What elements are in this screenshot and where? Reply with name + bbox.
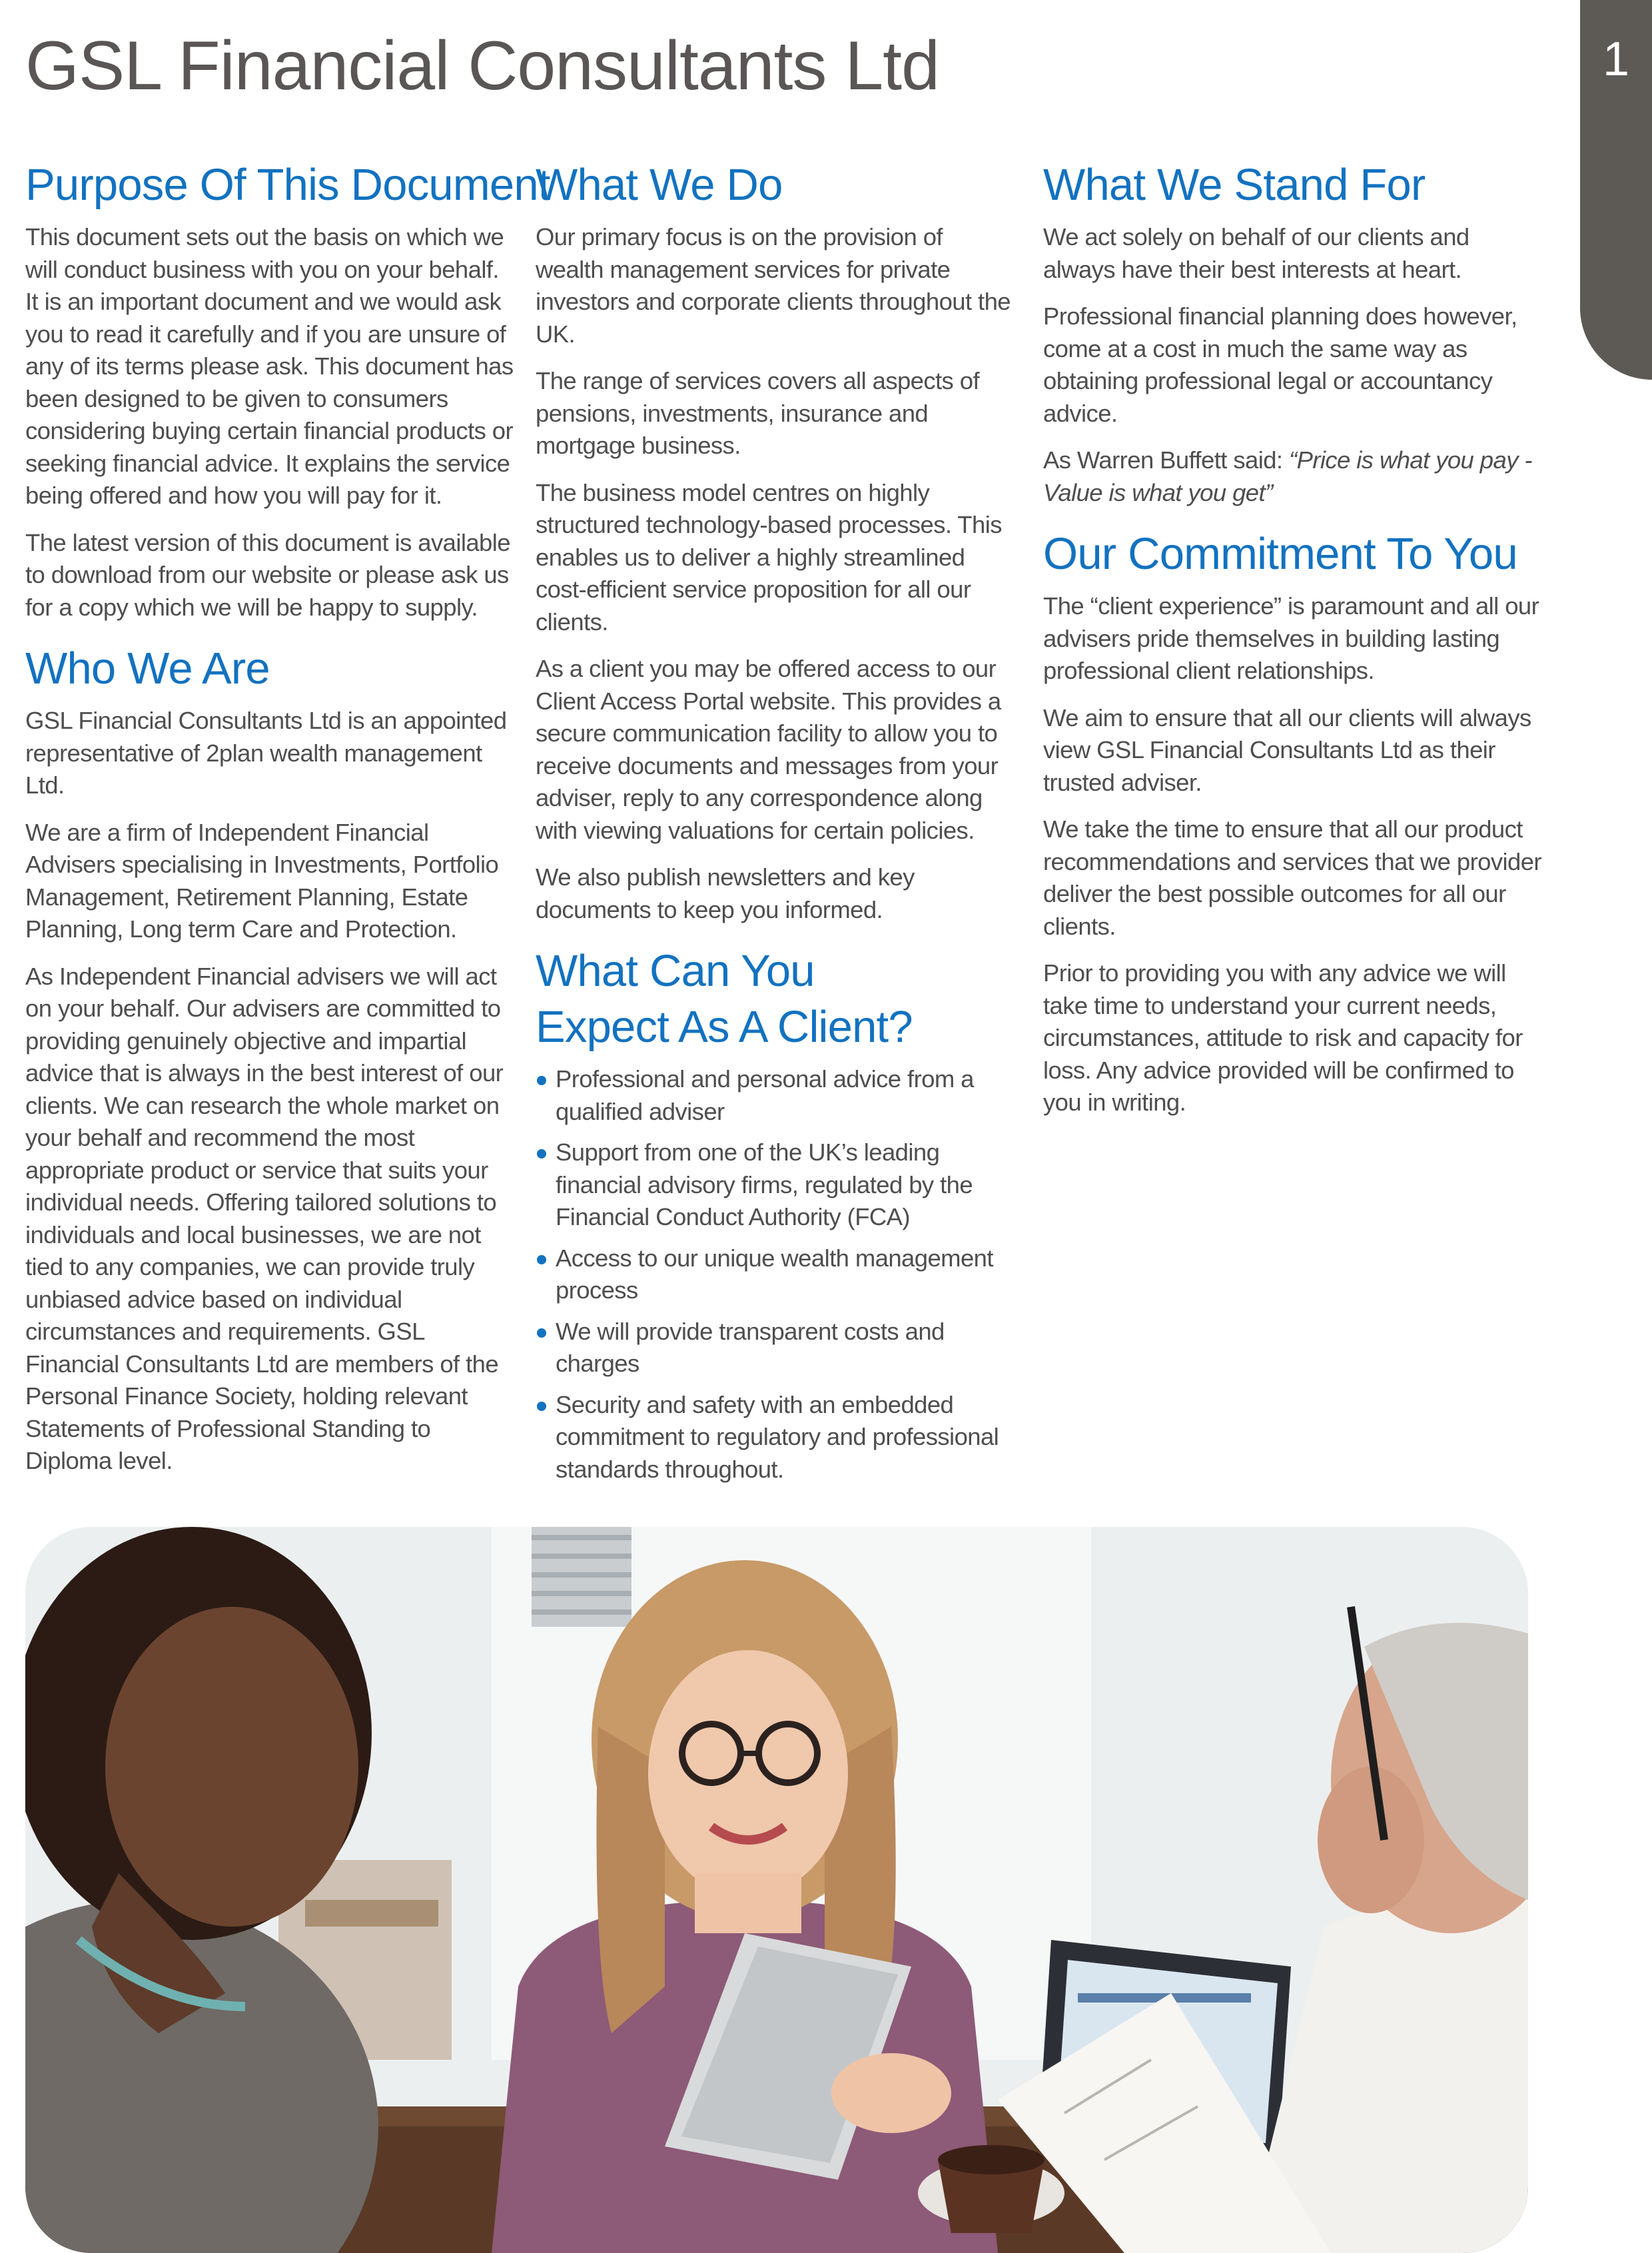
bullet-item: [536, 1063, 1017, 1128]
who-we-are-paragraph: We are a firm of Independent Financial Advisers specialising in Investments, Portfolio Management, Retirement Planning, Estate Planning, Long term Care and Protection.: [25, 818, 499, 943]
bullet-item: [536, 1136, 1017, 1234]
expect-heading-line1: What Can You: [536, 946, 815, 996]
bullet-item: [536, 1242, 1017, 1307]
who-we-are-section: [25, 641, 514, 1478]
commitment-paragraph: The “client experience” is paramount and all our advisers pride themselves in building lasting professional client relationships.: [1043, 592, 1539, 684]
expect-section: [536, 943, 1017, 1486]
expect-heading-line2: Expect As A Client?: [536, 1002, 913, 1052]
purpose-section: [25, 157, 550, 624]
expect-bullet-list: [536, 1063, 1017, 1486]
column-left: [25, 157, 550, 1492]
commitment-paragraph: Prior to providing you with any advice we will take time to understand your current needs, circumstances, attitude to risk and capacity for loss. Any advice provided will be confirmed to you in writing.: [1043, 959, 1523, 1116]
what-we-do-heading: What We Do: [536, 160, 783, 210]
commitment-heading: Our Commitment To You: [1043, 529, 1517, 579]
purpose-paragraph: The latest version of this document is available to download from our website or please ask us for a copy which we will be happy to supply.: [25, 528, 510, 621]
what-we-do-paragraph: As a client you may be offered access to our Client Access Portal website. This provides a secure communication facility to allow you to receive documents and messages from your adviser, reply to any correspondence along with viewing valuations for certain policies.: [536, 655, 1001, 844]
what-we-do-paragraph: The business model centres on highly structured technology-based processes. This enables us to deliver a highly streamlined cost-efficient service proposition for all our clients.: [536, 478, 1002, 636]
bullet-dot-icon: [537, 1076, 546, 1085]
buffett-quote-paragraph: [1043, 444, 1543, 509]
column-middle: [536, 157, 1017, 1494]
meeting-photo: [25, 1527, 1528, 2253]
buffett-quote: “Price is what you pay - Value is what you get”: [1043, 446, 1532, 506]
commitment-paragraph: We take the time to ensure that all our product recommendations and services that we provider deliver the best possible outcomes for all our clients.: [1043, 815, 1541, 940]
bullet-item: [536, 1316, 1017, 1380]
bullet-item: [536, 1389, 1017, 1486]
what-we-do-section: [536, 157, 1017, 926]
what-we-do-paragraph: The range of services covers all aspects of pensions, investments, insurance and mortgage business.: [536, 367, 979, 459]
bullet-text: Security and safety with an embedded commitment to regulatory and professional standards throughout.: [556, 1390, 999, 1483]
purpose-heading: Purpose Of This Document: [25, 160, 550, 210]
stand-for-heading: What We Stand For: [1043, 160, 1426, 210]
column-right: [1043, 157, 1543, 1134]
purpose-paragraph: This document sets out the basis on which we will conduct business with you on your behalf. It is an important document and we would ask you to read it carefully and if you are unsure of any of its terms please ask. This document has been designed to be given to consumers considering buying certain financial products or seeking financial advice. It explains the service being offered and how you will pay for it.: [25, 223, 514, 509]
bullet-dot-icon: [537, 1328, 546, 1338]
stand-for-paragraph: We act solely on behalf of our clients and always have their best interests at heart.: [1043, 223, 1469, 283]
who-we-are-heading: Who We Are: [25, 644, 270, 693]
window-blinds: [532, 1527, 631, 1627]
bullet-text: Access to our unique wealth management process: [556, 1244, 993, 1304]
page-title: GSL Financial Consultants Ltd: [25, 27, 939, 105]
stand-for-section: [1043, 157, 1543, 509]
bullet-text: We will provide transparent costs and charges: [556, 1317, 945, 1377]
bullet-dot-icon: [537, 1255, 546, 1264]
bullet-text: Support from one of the UK’s leading financial advisory firms, regulated by the Financial Conduct Authority (FCA): [556, 1138, 973, 1230]
stand-for-paragraph: Professional financial planning does however, come at a cost in much the same way as obtaining professional legal or accountancy advice.: [1043, 302, 1517, 427]
meeting-illustration: [25, 1527, 1528, 2253]
page-tab: [1580, 0, 1652, 380]
quote-intro: As Warren Buffett said:: [1043, 446, 1290, 474]
what-we-do-paragraph: We also publish newsletters and key documents to keep you informed.: [536, 863, 915, 923]
what-we-do-paragraph: Our primary focus is on the provision of wealth management services for private investors and corporate clients throughout the UK.: [536, 223, 1011, 348]
bullet-text: Professional and personal advice from a qualified adviser: [556, 1065, 974, 1125]
commitment-section: [1043, 526, 1543, 1119]
who-we-are-paragraph: GSL Financial Consultants Ltd is an appointed representative of 2plan wealth management Ltd.: [25, 707, 507, 799]
bullet-dot-icon: [537, 1402, 546, 1411]
page-number: 1: [1602, 33, 1630, 86]
commitment-paragraph: We aim to ensure that all our clients will always view GSL Financial Consultants Ltd as their trusted adviser.: [1043, 703, 1531, 796]
background-chair-slat: [305, 1900, 438, 1927]
hand-on-tablet: [831, 2053, 951, 2133]
who-we-are-paragraph: As Independent Financial advisers we will act on your behalf. Our advisers are committed to providing genuinely objective and impartial advice that is always in the best interest of our clients. We can research the whole market on your behalf and recommend the most appropriate product or service that suits your individual needs. Offering tailored solutions to individuals and local businesses, we are not tied to any companies, we can provide truly unbiased advice based on individual circumstances and requirements. GSL Financial Consultants Ltd are members of the Personal Finance Society, holding relevant Statements of Professional Standing to Diploma level.: [25, 962, 504, 1474]
bullet-dot-icon: [537, 1149, 546, 1158]
